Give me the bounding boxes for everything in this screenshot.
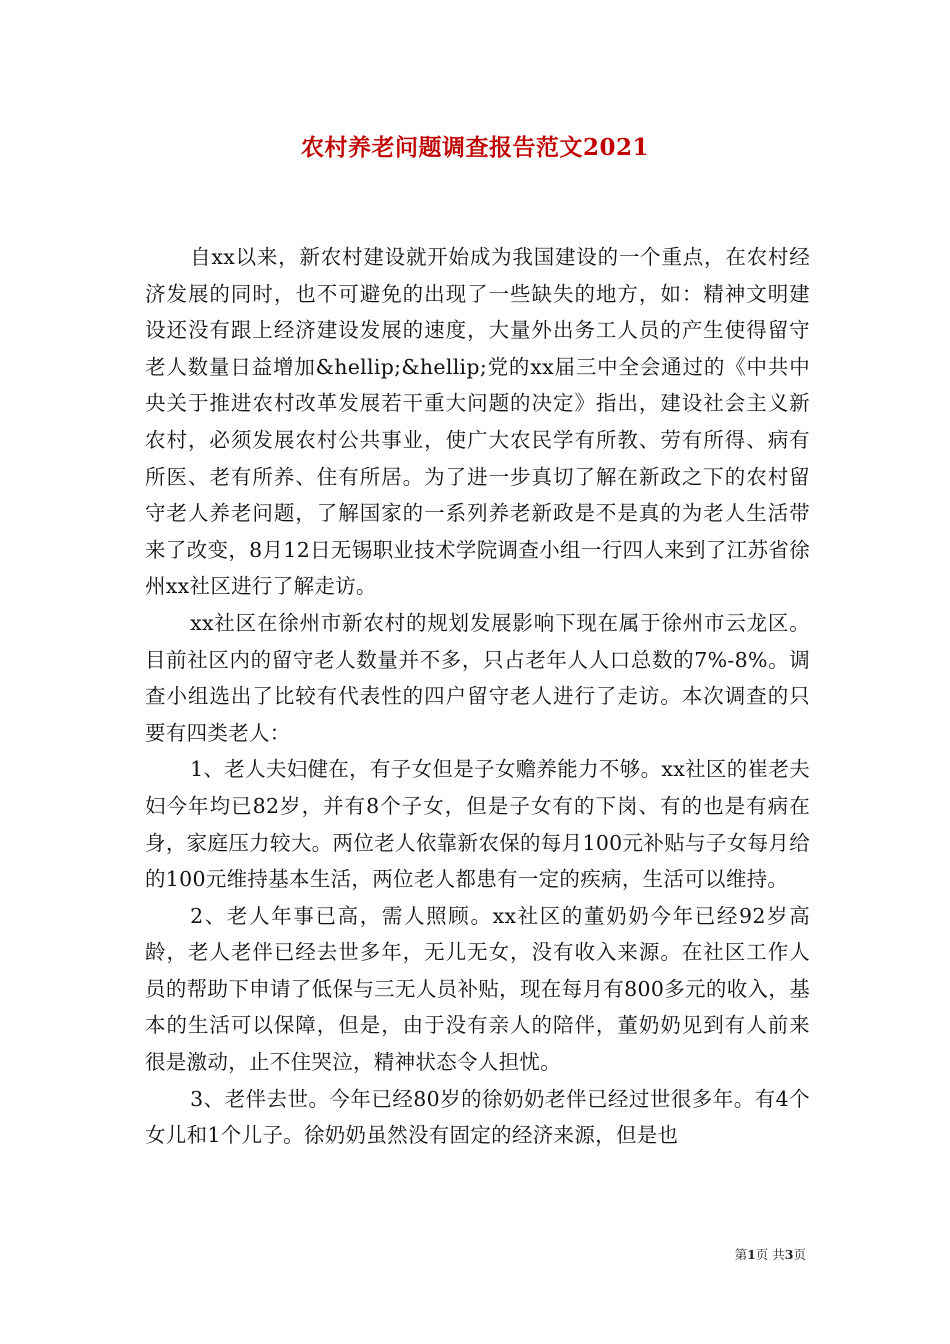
paragraph-case-3: 3、老伴去世。今年已经80岁的徐奶奶老伴已经过世很多年。有4个女儿和1个儿子。徐奶奶虽然没有固定的经济来源，但是也 — [145, 1086, 810, 1148]
footer-middle: 页 共 — [755, 1247, 785, 1262]
footer-total-pages: 3 — [784, 1247, 794, 1262]
paragraph-case-1: 1、老人夫妇健在，有子女但是子女赡养能力不够。xx社区的崔老夫妇今年均已82岁，并有8个子女，但是子女有的下岗、有的也是有病在身，家庭压力较大。两位老人依靠新农保的每月100元补贴与子女每月给的100元维持基本生活，两位老人都患有一定的疾病，生活可以维持。 — [145, 757, 810, 892]
footer-suffix: 页 — [793, 1247, 806, 1262]
page-footer — [0, 1247, 806, 1263]
footer-prefix: 第 — [734, 1247, 748, 1262]
footer-current-page: 1 — [747, 1247, 756, 1262]
paragraph-community: xx社区在徐州市新农村的规划发展影响下现在属于徐州市云龙区。目前社区内的留守老人数量并不多，只占老年人人口总数的7%-8%。调查小组选出了比较有代表性的四户留守老人进行了走访。本次调查的只要有四类老人： — [145, 610, 810, 745]
document-body — [145, 239, 810, 1154]
document-title: 农村养老问题调查报告范文2021 — [300, 134, 649, 161]
paragraph-case-2: 2、老人年事已高，需人照顾。xx社区的董奶奶今年已经92岁高龄，老人老伴已经去世多年，无儿无女，没有收入来源。在社区工作人员的帮助下申请了低保与三无人员补贴，现在每月有800多元的收入，基本的生活可以保障，但是，由于没有亲人的陪伴，董奶奶见到有人前来很是激动，止不住哭泣，精神状态令人担忧。 — [145, 903, 810, 1075]
paragraph-intro: 自xx以来，新农村建设就开始成为我国建设的一个重点，在农村经济发展的同时，也不可避免的出现了一些缺失的地方，如：精神文明建设还没有跟上经济建设发展的速度，大量外出务工人员的产生使得留守老人数量日益增加&hellip;&hellip;党的xx届三中全会通过的《中共中央关于推进农村改革发展若干重大问题的决定》指出，建设社会主义新农村，必须发展农村公共事业，使广大农民学有所教、劳有所得、病有所医、老有所养、住有所居。为了进一步真切了解在新政之下的农村留守老人养老问题，了解国家的一系列养老新政是不是真的为老人生活带来了改变，8月12日无锡职业技术学院调查小组一行四人来到了江苏省徐州xx社区进行了解走访。 — [145, 245, 810, 599]
